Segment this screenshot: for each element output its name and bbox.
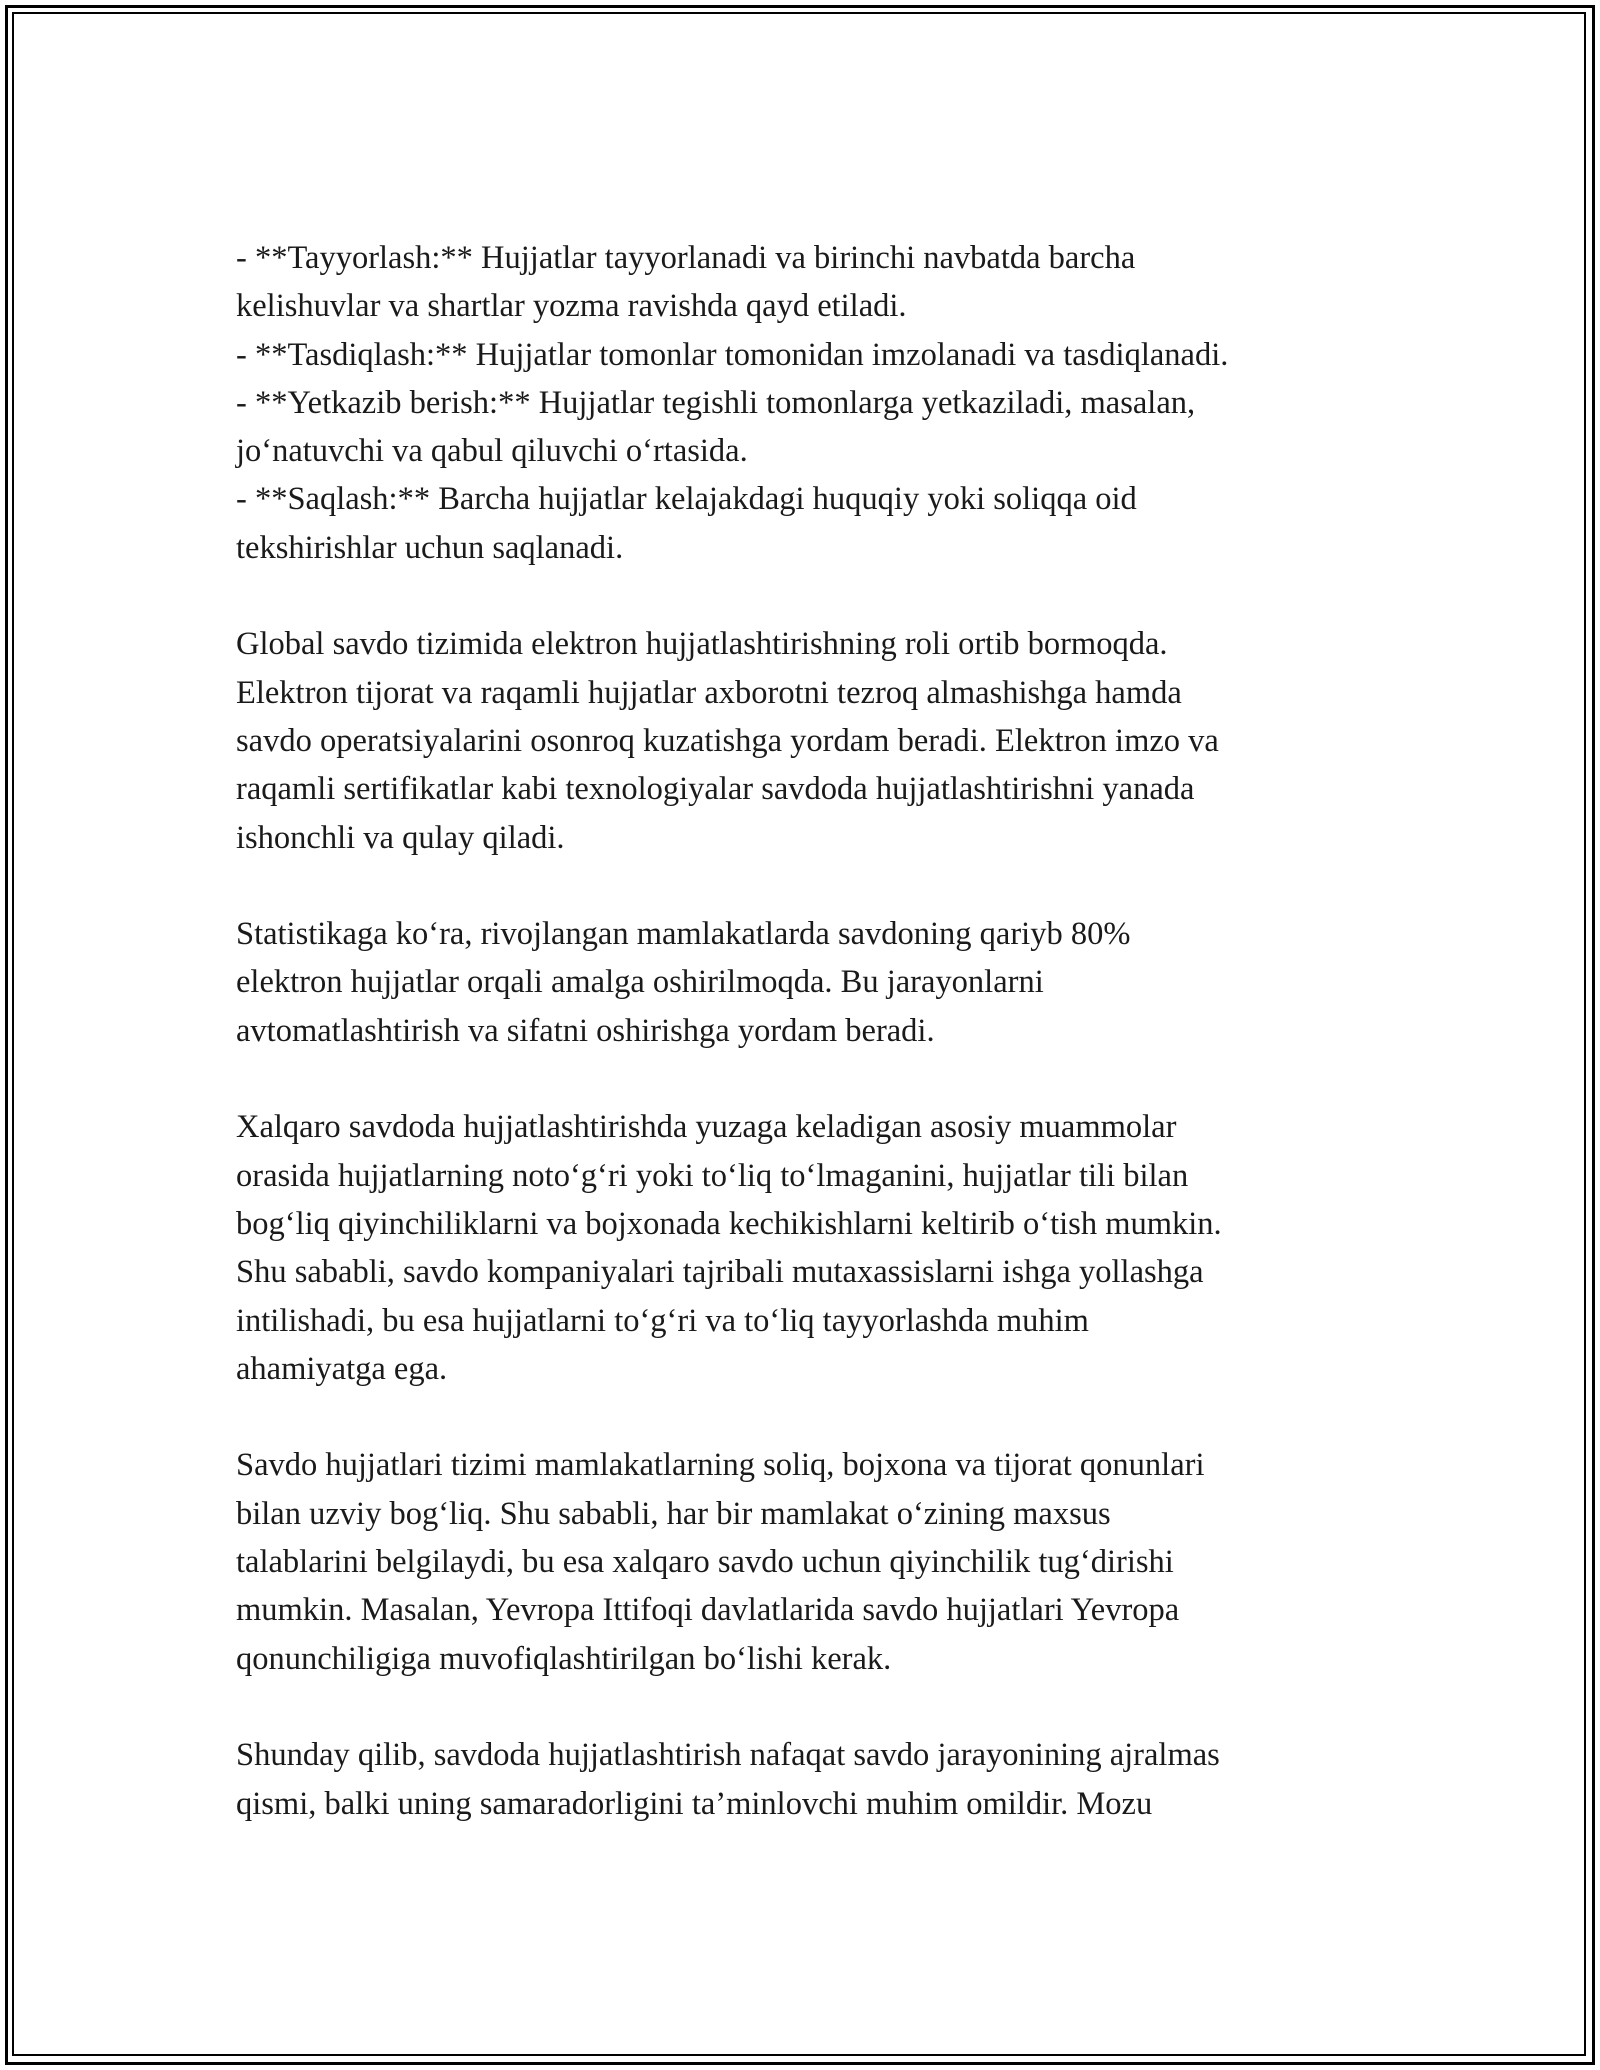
text-line: intilishadi, bu esa hujjatlarni to‘g‘ri va to‘liq tayyorlashda muhim: [236, 1302, 1089, 1339]
text-line: mumkin. Masalan, Yevropa Ittifoqi davlatlarida savdo hujjatlari Yevropa: [236, 1592, 1180, 1629]
list-line: jo‘natuvchi va qabul qiluvchi o‘rtasida.: [236, 433, 748, 470]
text-line: Xalqaro savdoda hujjatlashtirishda yuzaga keladigan asosiy muammolar: [236, 1109, 1177, 1146]
paragraph-gap: [236, 1683, 1366, 1731]
paragraph-gap: [236, 1393, 1366, 1441]
text-line: bilan uzviy bog‘liq. Shu sababli, har bir mamlakat o‘zining maxsus: [236, 1495, 1111, 1532]
paragraph-gap: [236, 862, 1366, 910]
text-line: Savdo hujjatlari tizimi mamlakatlarning soliq, bojxona va tijorat qonunlari: [236, 1447, 1205, 1484]
text-line: Statistikaga ko‘ra, rivojlangan mamlakatlarda savdoning qariyb 80%: [236, 916, 1131, 953]
process-steps-list: [236, 234, 1366, 572]
paragraph-electronic-docs: [236, 620, 1366, 861]
paragraph-gap: [236, 1055, 1366, 1103]
text-line: qonunchiligiga muvofiqlashtirilgan bo‘lishi kerak.: [236, 1640, 892, 1677]
document-body: [236, 234, 1366, 1828]
text-line: orasida hujjatlarning noto‘g‘ri yoki to‘liq to‘lmaganini, hujjatlar tili bilan: [236, 1157, 1189, 1194]
paragraph-statistics: [236, 910, 1366, 1055]
text-line: Elektron tijorat va raqamli hujjatlar axborotni tezroq almashishga hamda: [236, 674, 1182, 711]
text-line: talablarini belgilaydi, bu esa xalqaro savdo uchun qiyinchilik tug‘dirishi: [236, 1544, 1174, 1581]
text-line: qismi, balki uning samaradorligini ta’minlovchi muhim omildir. Mozu: [236, 1785, 1153, 1822]
paragraph-conclusion: [236, 1731, 1366, 1828]
text-line: Shunday qilib, savdoda hujjatlashtirish nafaqat savdo jarayonining ajralmas: [236, 1737, 1220, 1774]
text-line: bog‘liq qiyinchiliklarni va bojxonada kechikishlarni keltirib o‘tish mumkin.: [236, 1205, 1222, 1242]
list-line: tekshirishlar uchun saqlanadi.: [236, 529, 624, 566]
list-line: - **Yetkazib berish:** Hujjatlar tegishli tomonlarga yetkaziladi, masalan,: [236, 384, 1196, 421]
text-line: raqamli sertifikatlar kabi texnologiyalar savdoda hujjatlashtirishni yanada: [236, 771, 1195, 808]
text-line: Global savdo tizimida elektron hujjatlashtirishning roli ortib bormoqda.: [236, 626, 1168, 663]
text-line: ishonchli va qulay qiladi.: [236, 819, 565, 856]
paragraph-gap: [236, 572, 1366, 620]
list-line: - **Tayyorlash:** Hujjatlar tayyorlanadi va birinchi navbatda barcha: [236, 240, 1136, 276]
list-line: - **Tasdiqlash:** Hujjatlar tomonlar tomonidan imzolanadi va tasdiqlanadi.: [236, 336, 1229, 373]
list-line: - **Saqlash:** Barcha hujjatlar kelajakdagi huquqiy yoki soliqqa oid: [236, 481, 1137, 518]
text-line: avtomatlashtirish va sifatni oshirishga yordam beradi.: [236, 1012, 935, 1049]
text-line: ahamiyatga ega.: [236, 1350, 448, 1387]
text-line: elektron hujjatlar orqali amalga oshirilmoqda. Bu jarayonlarni: [236, 964, 1044, 1001]
text-line: savdo operatsiyalarini osonroq kuzatishga yordam beradi. Elektron imzo va: [236, 722, 1219, 759]
list-line: kelishuvlar va shartlar yozma ravishda qayd etiladi.: [236, 288, 907, 325]
text-line: Shu sababli, savdo kompaniyalari tajribali mutaxassislarni ishga yollashga: [236, 1254, 1204, 1291]
paragraph-problems: [236, 1103, 1366, 1393]
paragraph-legislation: [236, 1441, 1366, 1682]
